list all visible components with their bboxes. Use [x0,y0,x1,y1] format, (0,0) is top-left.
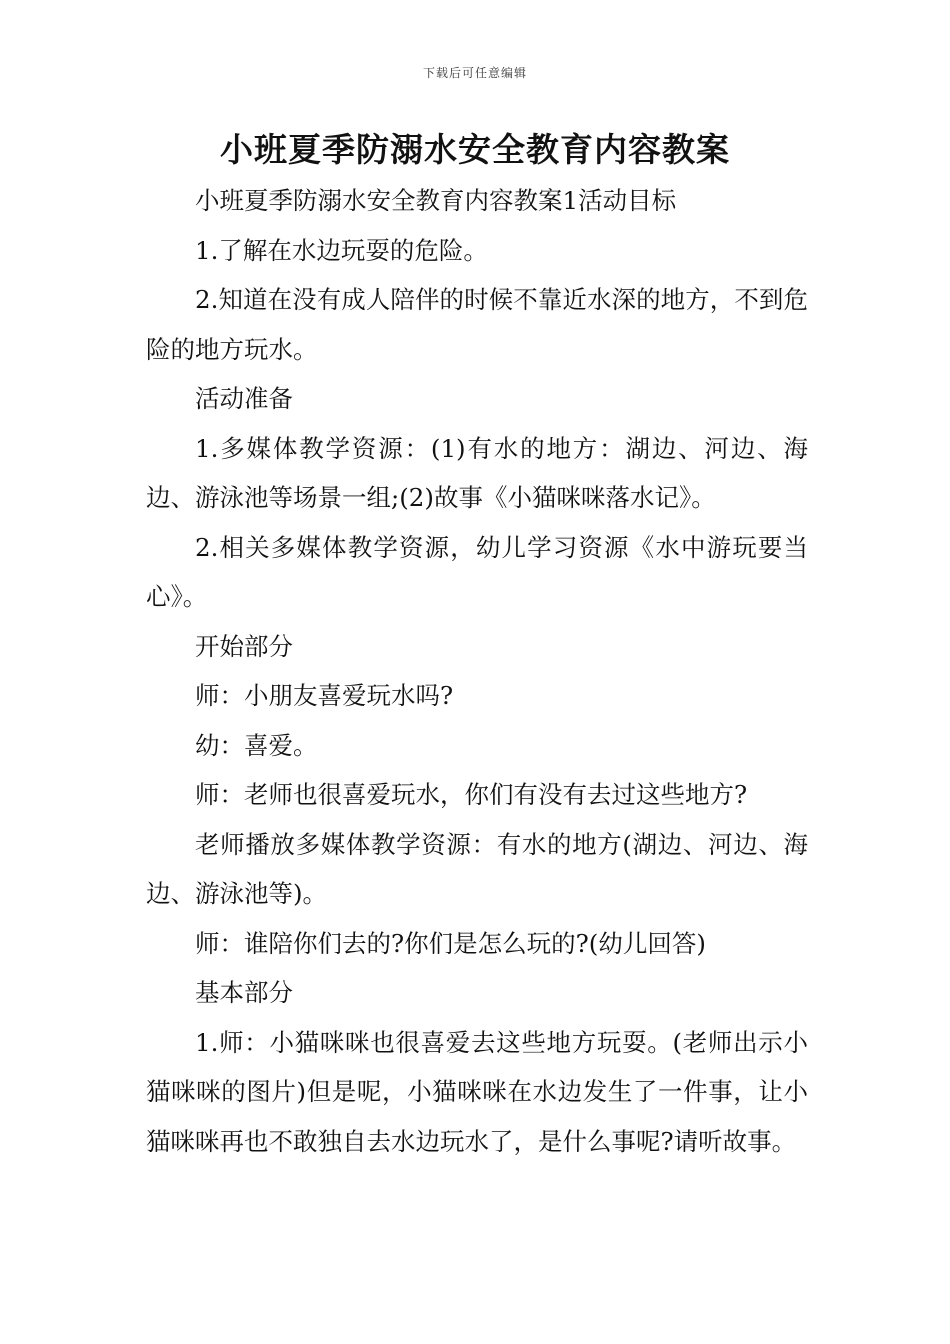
header-note: 下载后可任意编辑 [422,66,527,80]
paragraph-preparation-heading: 活动准备 [195,384,293,413]
paragraph-dialogue-teacher-2: 师：老师也很喜爱玩水，你们有没有去过这些地方? [195,780,748,809]
paragraph-dialogue-teacher-3: 师：谁陪你们去的?你们是怎么玩的?(幼儿回答) [195,928,706,958]
document-body [146,176,808,1166]
paragraph-basic-heading: 基本部分 [195,978,293,1007]
paragraph-dialogue-teacher-1: 师：小朋友喜爱玩水吗? [195,681,454,710]
paragraph-opening-heading: 开始部分 [195,631,293,661]
paragraph-preparation-2: 2.相关多媒体教学资源，幼儿学习资源《水中游玩要当心》。 [146,532,808,611]
paragraph-media-playback: 老师播放多媒体教学资源：有水的地方(湖边、河边、海边、游泳池等)。 [146,829,808,908]
paragraph-objective-heading: 小班夏季防溺水安全教育内容教案1活动目标 [195,186,677,215]
paragraph-objective-1: 1.了解在水边玩耍的危险。 [195,235,488,265]
paragraph-preparation-1: 1.多媒体教学资源：(1)有水的地方：湖边、河边、海边、游泳池等场景一组;(2)故事《小猫咪咪落水记》。 [146,433,808,512]
paragraph-basic-1: 1.师：小猫咪咪也很喜爱去这些地方玩耍。(老师出示小猫咪咪的图片)但是呢，小猫咪咪在水边发生了一件事，让小猫咪咪再也不敢独自去水边玩水了，是什么事呢?请听故事。 [146,1027,808,1156]
paragraph-objective-2: 2.知道在没有成人陪伴的时候不靠近水深的地方，不到危险的地方玩水。 [146,285,808,364]
paragraph-dialogue-child-1: 幼：喜爱。 [195,730,318,760]
document-title: 小班夏季防溺水安全教育内容教案 [220,130,730,169]
